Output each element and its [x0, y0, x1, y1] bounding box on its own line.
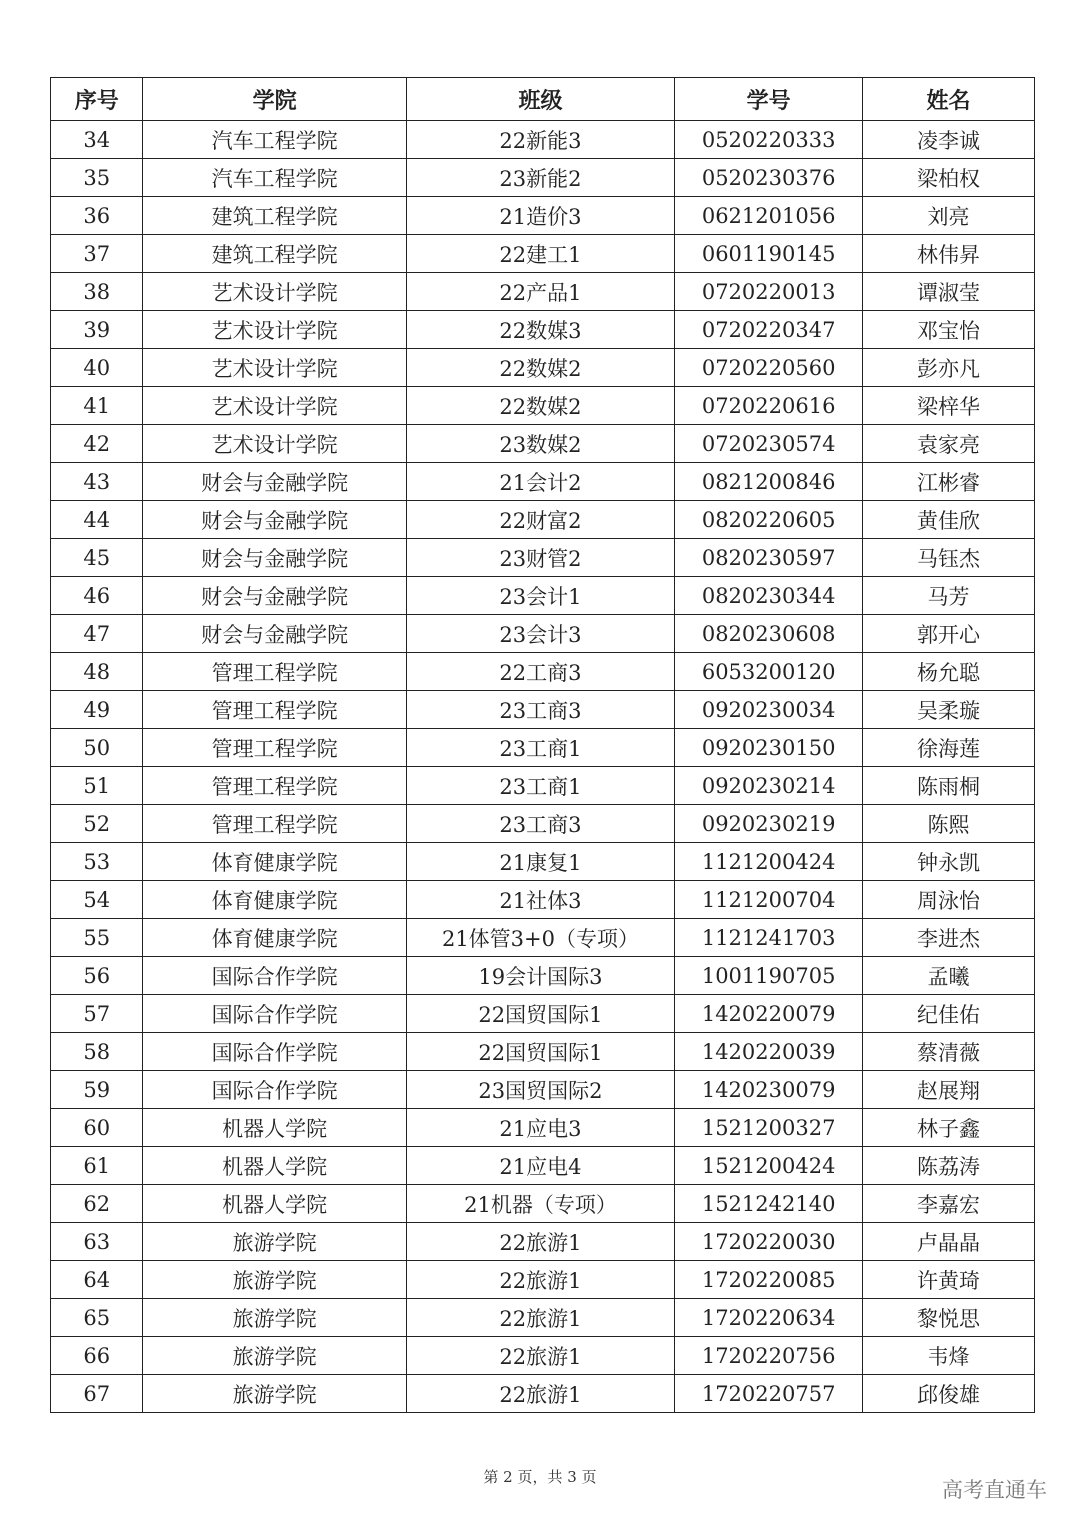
cell-class: 22建工1 [406, 235, 674, 273]
cell-name: 徐海莲 [863, 729, 1035, 767]
cell-name: 孟曦 [863, 957, 1035, 995]
cell-name: 陈熙 [863, 805, 1035, 843]
cell-student-id: 1001190705 [675, 957, 863, 995]
cell-index: 61 [51, 1147, 143, 1185]
cell-index: 41 [51, 387, 143, 425]
cell-name: 凌李诚 [863, 121, 1035, 159]
cell-class: 23工商1 [406, 729, 674, 767]
cell-college: 体育健康学院 [143, 843, 406, 881]
cell-index: 65 [51, 1299, 143, 1337]
cell-class: 23会计3 [406, 615, 674, 653]
cell-name: 江彬睿 [863, 463, 1035, 501]
cell-index: 45 [51, 539, 143, 577]
cell-student-id: 0621201056 [675, 197, 863, 235]
cell-college: 机器人学院 [143, 1147, 406, 1185]
cell-index: 64 [51, 1261, 143, 1299]
cell-index: 58 [51, 1033, 143, 1071]
cell-class: 22旅游1 [406, 1337, 674, 1375]
cell-college: 旅游学院 [143, 1223, 406, 1261]
header-college: 学院 [143, 78, 406, 121]
table-row [51, 919, 1035, 957]
table-row [51, 843, 1035, 881]
cell-name: 吴柔璇 [863, 691, 1035, 729]
cell-name: 彭亦凡 [863, 349, 1035, 387]
cell-index: 49 [51, 691, 143, 729]
cell-class: 21会计2 [406, 463, 674, 501]
cell-class: 21社体3 [406, 881, 674, 919]
cell-name: 邱俊雄 [863, 1375, 1035, 1413]
cell-student-id: 1420220039 [675, 1033, 863, 1071]
cell-index: 52 [51, 805, 143, 843]
cell-student-id: 1121200424 [675, 843, 863, 881]
page-number: 第 2 页，共 3 页 [483, 1468, 597, 1486]
table-row [51, 501, 1035, 539]
cell-index: 43 [51, 463, 143, 501]
cell-class: 22数媒3 [406, 311, 674, 349]
cell-index: 59 [51, 1071, 143, 1109]
cell-class: 22工商3 [406, 653, 674, 691]
cell-index: 48 [51, 653, 143, 691]
table-row [51, 1261, 1035, 1299]
table-row [51, 1299, 1035, 1337]
cell-student-id: 0520230376 [675, 159, 863, 197]
cell-student-id: 0720220616 [675, 387, 863, 425]
header-student-id: 学号 [675, 78, 863, 121]
cell-index: 37 [51, 235, 143, 273]
table-row [51, 1223, 1035, 1261]
cell-student-id: 0920230034 [675, 691, 863, 729]
cell-college: 汽车工程学院 [143, 159, 406, 197]
cell-index: 62 [51, 1185, 143, 1223]
cell-index: 60 [51, 1109, 143, 1147]
cell-class: 21机器（专项） [406, 1185, 674, 1223]
table-row [51, 273, 1035, 311]
table-row [51, 387, 1035, 425]
cell-class: 23工商1 [406, 767, 674, 805]
cell-student-id: 1720220757 [675, 1375, 863, 1413]
cell-class: 23会计1 [406, 577, 674, 615]
table-row [51, 121, 1035, 159]
cell-index: 57 [51, 995, 143, 1033]
cell-class: 19会计国际3 [406, 957, 674, 995]
cell-name: 梁梓华 [863, 387, 1035, 425]
table-row [51, 691, 1035, 729]
cell-class: 22旅游1 [406, 1299, 674, 1337]
cell-student-id: 0520220333 [675, 121, 863, 159]
cell-index: 51 [51, 767, 143, 805]
cell-college: 艺术设计学院 [143, 387, 406, 425]
cell-student-id: 6053200120 [675, 653, 863, 691]
cell-index: 56 [51, 957, 143, 995]
cell-student-id: 0820230597 [675, 539, 863, 577]
cell-college: 旅游学院 [143, 1375, 406, 1413]
cell-college: 国际合作学院 [143, 1033, 406, 1071]
cell-name: 纪佳佑 [863, 995, 1035, 1033]
cell-student-id: 0821200846 [675, 463, 863, 501]
table-row [51, 767, 1035, 805]
cell-name: 赵展翔 [863, 1071, 1035, 1109]
cell-name: 马钰杰 [863, 539, 1035, 577]
table-row [51, 463, 1035, 501]
cell-student-id: 0820230608 [675, 615, 863, 653]
cell-name: 蔡清薇 [863, 1033, 1035, 1071]
cell-student-id: 0820230344 [675, 577, 863, 615]
cell-college: 管理工程学院 [143, 653, 406, 691]
cell-student-id: 0601190145 [675, 235, 863, 273]
cell-college: 国际合作学院 [143, 1071, 406, 1109]
table-row [51, 1185, 1035, 1223]
cell-class: 21应电3 [406, 1109, 674, 1147]
cell-index: 38 [51, 273, 143, 311]
table-row [51, 1337, 1035, 1375]
table-row [51, 577, 1035, 615]
cell-class: 21应电4 [406, 1147, 674, 1185]
cell-index: 46 [51, 577, 143, 615]
cell-name: 林伟昇 [863, 235, 1035, 273]
cell-student-id: 1720220085 [675, 1261, 863, 1299]
cell-index: 54 [51, 881, 143, 919]
cell-class: 22国贸国际1 [406, 995, 674, 1033]
cell-name: 韦烽 [863, 1337, 1035, 1375]
cell-class: 23工商3 [406, 805, 674, 843]
cell-college: 管理工程学院 [143, 805, 406, 843]
cell-name: 陈荔涛 [863, 1147, 1035, 1185]
cell-college: 机器人学院 [143, 1109, 406, 1147]
cell-name: 梁柏权 [863, 159, 1035, 197]
cell-student-id: 0720220347 [675, 311, 863, 349]
cell-college: 旅游学院 [143, 1337, 406, 1375]
cell-class: 23数媒2 [406, 425, 674, 463]
cell-name: 许黄琦 [863, 1261, 1035, 1299]
cell-name: 马芳 [863, 577, 1035, 615]
cell-student-id: 1720220634 [675, 1299, 863, 1337]
cell-college: 旅游学院 [143, 1261, 406, 1299]
cell-index: 36 [51, 197, 143, 235]
cell-student-id: 1420220079 [675, 995, 863, 1033]
cell-class: 23工商3 [406, 691, 674, 729]
cell-class: 22产品1 [406, 273, 674, 311]
table-header-row [51, 78, 1035, 121]
cell-index: 34 [51, 121, 143, 159]
cell-index: 63 [51, 1223, 143, 1261]
cell-college: 建筑工程学院 [143, 197, 406, 235]
cell-college: 旅游学院 [143, 1299, 406, 1337]
cell-student-id: 0920230150 [675, 729, 863, 767]
cell-student-id: 0720220560 [675, 349, 863, 387]
cell-college: 国际合作学院 [143, 995, 406, 1033]
cell-index: 35 [51, 159, 143, 197]
cell-college: 体育健康学院 [143, 881, 406, 919]
cell-class: 23国贸国际2 [406, 1071, 674, 1109]
cell-college: 机器人学院 [143, 1185, 406, 1223]
cell-index: 67 [51, 1375, 143, 1413]
cell-student-id: 1521242140 [675, 1185, 863, 1223]
cell-class: 23财管2 [406, 539, 674, 577]
table-row [51, 1071, 1035, 1109]
table-row [51, 995, 1035, 1033]
cell-student-id: 0720230574 [675, 425, 863, 463]
cell-name: 谭淑莹 [863, 273, 1035, 311]
cell-college: 财会与金融学院 [143, 577, 406, 615]
cell-class: 22旅游1 [406, 1375, 674, 1413]
cell-class: 21体管3+0（专项） [406, 919, 674, 957]
table-row [51, 539, 1035, 577]
table-row [51, 805, 1035, 843]
cell-name: 袁家亮 [863, 425, 1035, 463]
cell-name: 李嘉宏 [863, 1185, 1035, 1223]
cell-class: 21康复1 [406, 843, 674, 881]
header-name: 姓名 [863, 78, 1035, 121]
cell-index: 53 [51, 843, 143, 881]
cell-class: 22数媒2 [406, 349, 674, 387]
cell-class: 22国贸国际1 [406, 1033, 674, 1071]
cell-index: 40 [51, 349, 143, 387]
cell-student-id: 1521200424 [675, 1147, 863, 1185]
table-row [51, 957, 1035, 995]
cell-student-id: 1720220030 [675, 1223, 863, 1261]
cell-college: 艺术设计学院 [143, 425, 406, 463]
table-row [51, 653, 1035, 691]
cell-college: 建筑工程学院 [143, 235, 406, 273]
cell-index: 47 [51, 615, 143, 653]
cell-student-id: 0820220605 [675, 501, 863, 539]
header-index: 序号 [51, 78, 143, 121]
cell-college: 财会与金融学院 [143, 615, 406, 653]
cell-student-id: 1521200327 [675, 1109, 863, 1147]
table-row [51, 1147, 1035, 1185]
cell-class: 23新能2 [406, 159, 674, 197]
table-body [51, 121, 1035, 1413]
cell-class: 22旅游1 [406, 1223, 674, 1261]
table-row [51, 197, 1035, 235]
cell-college: 财会与金融学院 [143, 539, 406, 577]
cell-class: 22新能3 [406, 121, 674, 159]
cell-name: 杨允聪 [863, 653, 1035, 691]
cell-student-id: 0920230219 [675, 805, 863, 843]
student-list-table [50, 77, 1035, 1413]
cell-name: 周泳怡 [863, 881, 1035, 919]
cell-name: 黎悦思 [863, 1299, 1035, 1337]
cell-class: 22数媒2 [406, 387, 674, 425]
table-row [51, 1033, 1035, 1071]
table-row [51, 729, 1035, 767]
cell-class: 21造价3 [406, 197, 674, 235]
table-row [51, 159, 1035, 197]
cell-index: 44 [51, 501, 143, 539]
cell-student-id: 1121200704 [675, 881, 863, 919]
cell-class: 22财富2 [406, 501, 674, 539]
cell-index: 50 [51, 729, 143, 767]
watermark: 高考直通车 [942, 1478, 1047, 1502]
cell-name: 郭开心 [863, 615, 1035, 653]
cell-college: 财会与金融学院 [143, 463, 406, 501]
cell-index: 42 [51, 425, 143, 463]
table-row [51, 235, 1035, 273]
header-class: 班级 [406, 78, 674, 121]
cell-name: 黄佳欣 [863, 501, 1035, 539]
table-row [51, 1109, 1035, 1147]
cell-name: 钟永凯 [863, 843, 1035, 881]
cell-college: 国际合作学院 [143, 957, 406, 995]
cell-student-id: 1720220756 [675, 1337, 863, 1375]
cell-name: 陈雨桐 [863, 767, 1035, 805]
cell-name: 林子鑫 [863, 1109, 1035, 1147]
table-row [51, 615, 1035, 653]
cell-student-id: 1420230079 [675, 1071, 863, 1109]
cell-college: 管理工程学院 [143, 691, 406, 729]
cell-class: 22旅游1 [406, 1261, 674, 1299]
table-row [51, 425, 1035, 463]
cell-student-id: 0720220013 [675, 273, 863, 311]
cell-college: 艺术设计学院 [143, 349, 406, 387]
cell-college: 艺术设计学院 [143, 273, 406, 311]
cell-college: 财会与金融学院 [143, 501, 406, 539]
cell-college: 管理工程学院 [143, 767, 406, 805]
cell-college: 管理工程学院 [143, 729, 406, 767]
table-row [51, 349, 1035, 387]
cell-name: 卢晶晶 [863, 1223, 1035, 1261]
table-row [51, 311, 1035, 349]
cell-index: 66 [51, 1337, 143, 1375]
table-row [51, 1375, 1035, 1413]
cell-index: 39 [51, 311, 143, 349]
cell-college: 体育健康学院 [143, 919, 406, 957]
cell-index: 55 [51, 919, 143, 957]
cell-name: 李进杰 [863, 919, 1035, 957]
cell-name: 邓宝怡 [863, 311, 1035, 349]
cell-college: 艺术设计学院 [143, 311, 406, 349]
cell-name: 刘亮 [863, 197, 1035, 235]
cell-college: 汽车工程学院 [143, 121, 406, 159]
cell-student-id: 1121241703 [675, 919, 863, 957]
table-row [51, 881, 1035, 919]
cell-student-id: 0920230214 [675, 767, 863, 805]
